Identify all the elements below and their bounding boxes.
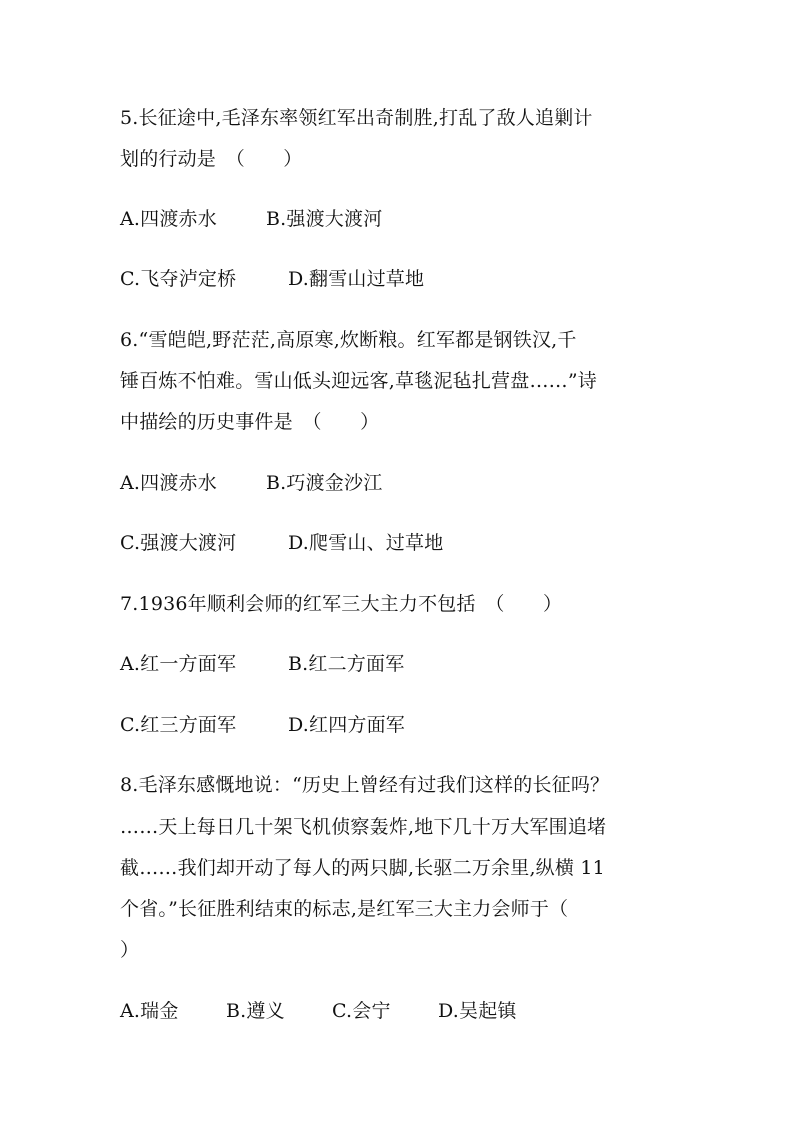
q8-option-a: A.瑞金 bbox=[120, 1000, 179, 1022]
q8-stem-line-5: ） bbox=[120, 939, 140, 961]
q5-option-b: B.强渡大渡河 bbox=[266, 208, 383, 230]
q6-option-b: B.巧渡金沙江 bbox=[266, 472, 383, 494]
q6-stem-line-2: 锤百炼不怕难。雪山低头迎远客,草毯泥毡扎营盘……”诗 bbox=[120, 370, 597, 392]
q6-options-row-2 bbox=[120, 531, 443, 555]
q7-stem-line-1: 7.1936年顺利会师的红军三大主力不包括 （ ） bbox=[120, 593, 563, 615]
q7-option-a: A.红一方面军 bbox=[120, 653, 237, 675]
q8-options-row-1 bbox=[120, 999, 517, 1023]
q5-option-a: A.四渡赤水 bbox=[120, 208, 217, 230]
q5-option-d: D.翻雪山过草地 bbox=[288, 268, 425, 290]
q6-options-row-1 bbox=[120, 471, 382, 495]
q6-stem-line-1: 6.“雪皑皑,野茫茫,高原寒,炊断粮。红军都是钢铁汉,千 bbox=[120, 329, 577, 351]
q8-option-c: C.会宁 bbox=[332, 1000, 391, 1022]
q8-option-b: B.遵义 bbox=[226, 1000, 285, 1022]
q8-option-d: D.吴起镇 bbox=[438, 1000, 517, 1022]
q7-option-d: D.红四方面军 bbox=[288, 714, 405, 736]
q6-option-d: D.爬雪山、过草地 bbox=[288, 532, 444, 554]
q6-stem-line-3: 中描绘的历史事件是 （ ） bbox=[120, 411, 380, 433]
q6-option-c: C.强渡大渡河 bbox=[120, 532, 237, 554]
q8-stem-line-3: 截……我们却开动了每人的两只脚,长驱二万余里,纵横 11 bbox=[120, 857, 605, 879]
q7-option-c: C.红三方面军 bbox=[120, 714, 237, 736]
q5-options-row-2 bbox=[120, 267, 424, 291]
q7-option-b: B.红二方面军 bbox=[288, 653, 405, 675]
q5-stem-line-2: 划的行动是 （ ） bbox=[120, 148, 303, 170]
q6-option-a: A.四渡赤水 bbox=[120, 472, 217, 494]
q8-stem-line-1: 8.毛泽东感慨地说：“历史上曾经有过我们这样的长征吗？ bbox=[120, 774, 610, 796]
q7-options-row-1 bbox=[120, 652, 404, 676]
q5-option-c: C.飞夺泸定桥 bbox=[120, 268, 237, 290]
q5-options-row-1 bbox=[120, 207, 382, 231]
q7-options-row-2 bbox=[120, 713, 405, 737]
q8-stem-line-2: ……天上每日几十架飞机侦察轰炸,地下几十万大军围追堵 bbox=[120, 816, 607, 838]
q5-stem-line-1: 5.长征途中,毛泽东率领红军出奇制胜,打乱了敌人追剿计 bbox=[120, 107, 593, 129]
q8-stem-line-4: 个省。”长征胜利结束的标志,是红军三大主力会师于（ bbox=[120, 898, 569, 920]
